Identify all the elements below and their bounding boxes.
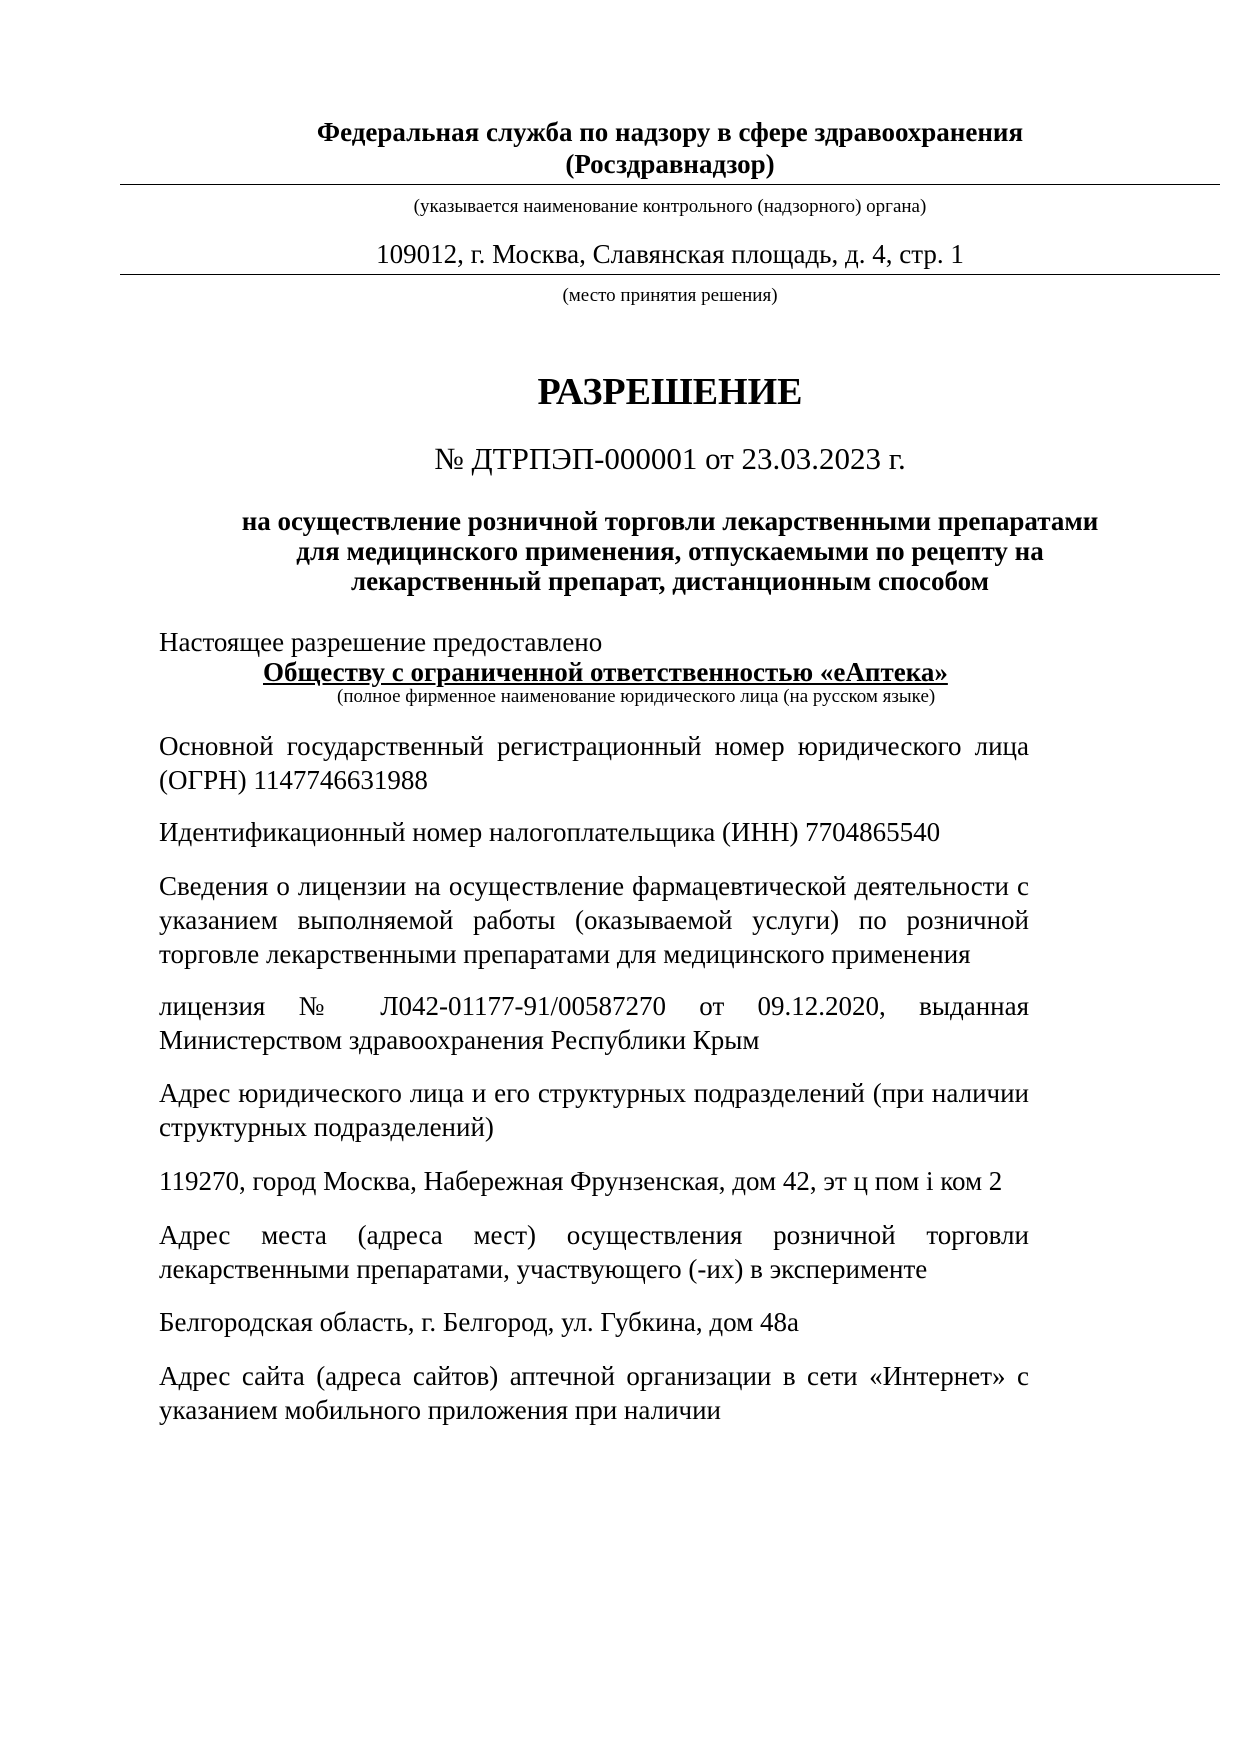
address-underline [120, 274, 1220, 275]
legal-address-label-line2: структурных подразделений) [159, 1112, 494, 1142]
authority-name-line1: Федеральная служба по надзору в сфере здравоохранения [316, 117, 1024, 147]
permit-number: № ДТРПЭП-000001 от 23.03.2023 г. [434, 441, 906, 476]
inn-line: Идентификационный номер налогоплательщика (ИНН) 7704865540 [159, 817, 941, 847]
license-info-line3: торговле лекарственными препаратами для медицинского применения [159, 939, 971, 969]
grantee-intro: Настоящее разрешение предоставлено [159, 627, 603, 657]
document-title: РАЗРЕШЕНИЕ [537, 371, 803, 413]
decision-place-address: 109012, г. Москва, Славянская площадь, д. 4, стр. 1 [376, 239, 964, 269]
authority-caption: (указывается наименование контрольного (надзорного) органа) [413, 196, 927, 217]
license-info-line1: Сведения о лицензии на осуществление фармацевтической деятельности с [159, 871, 1029, 901]
ogrn-label-line1: Основной государственный регистрационный номер юридического лица [159, 731, 1029, 761]
license-number-line1: лицензия № Л042-01177-91/00587270 от 09.12.2020, выданная [159, 991, 1029, 1021]
grantee-name: Обществу с ограниченной ответственностью «еАптека» [263, 657, 948, 687]
legal-address-label-line1: Адрес юридического лица и его структурных подразделений (при наличии [159, 1078, 1029, 1108]
grantee-caption: (полное фирменное наименование юридического лица (на русском языке) [337, 686, 936, 707]
permit-subject-line3: лекарственный препарат, дистанционным способом [350, 566, 990, 596]
authority-name-line2: (Росздравнадзор) [565, 149, 775, 179]
website-label-line1: Адрес сайта (адреса сайтов) аптечной организации в сети «Интернет» с [159, 1361, 1029, 1391]
permit-subject-line2: для медицинского применения, отпускаемыми по рецепту на [296, 536, 1044, 566]
trade-address-label-line2: лекарственными препаратами, участвующего (-их) в эксперименте [159, 1254, 928, 1284]
authority-underline [120, 184, 1220, 185]
trade-address-label-line1: Адрес места (адреса мест) осуществления розничной торговли [159, 1220, 1029, 1250]
trade-address-value: Белгородская область, г. Белгород, ул. Губкина, дом 48а [159, 1307, 799, 1337]
license-info-line2: указанием выполняемой работы (оказываемой услуги) по розничной [159, 905, 1029, 935]
legal-address-value: 119270, город Москва, Набережная Фрунзенская, дом 42, эт ц пом і ком 2 [159, 1166, 1003, 1196]
ogrn-label-line2: (ОГРН) 1147746631988 [159, 765, 428, 795]
website-label-line2: указанием мобильного приложения при наличии [159, 1395, 721, 1425]
license-number-line2: Министерством здравоохранения Республики Крым [159, 1025, 760, 1055]
permit-subject-line1: на осуществление розничной торговли лекарственными препаратами [241, 506, 1099, 536]
address-caption: (место принятия решения) [562, 285, 778, 306]
